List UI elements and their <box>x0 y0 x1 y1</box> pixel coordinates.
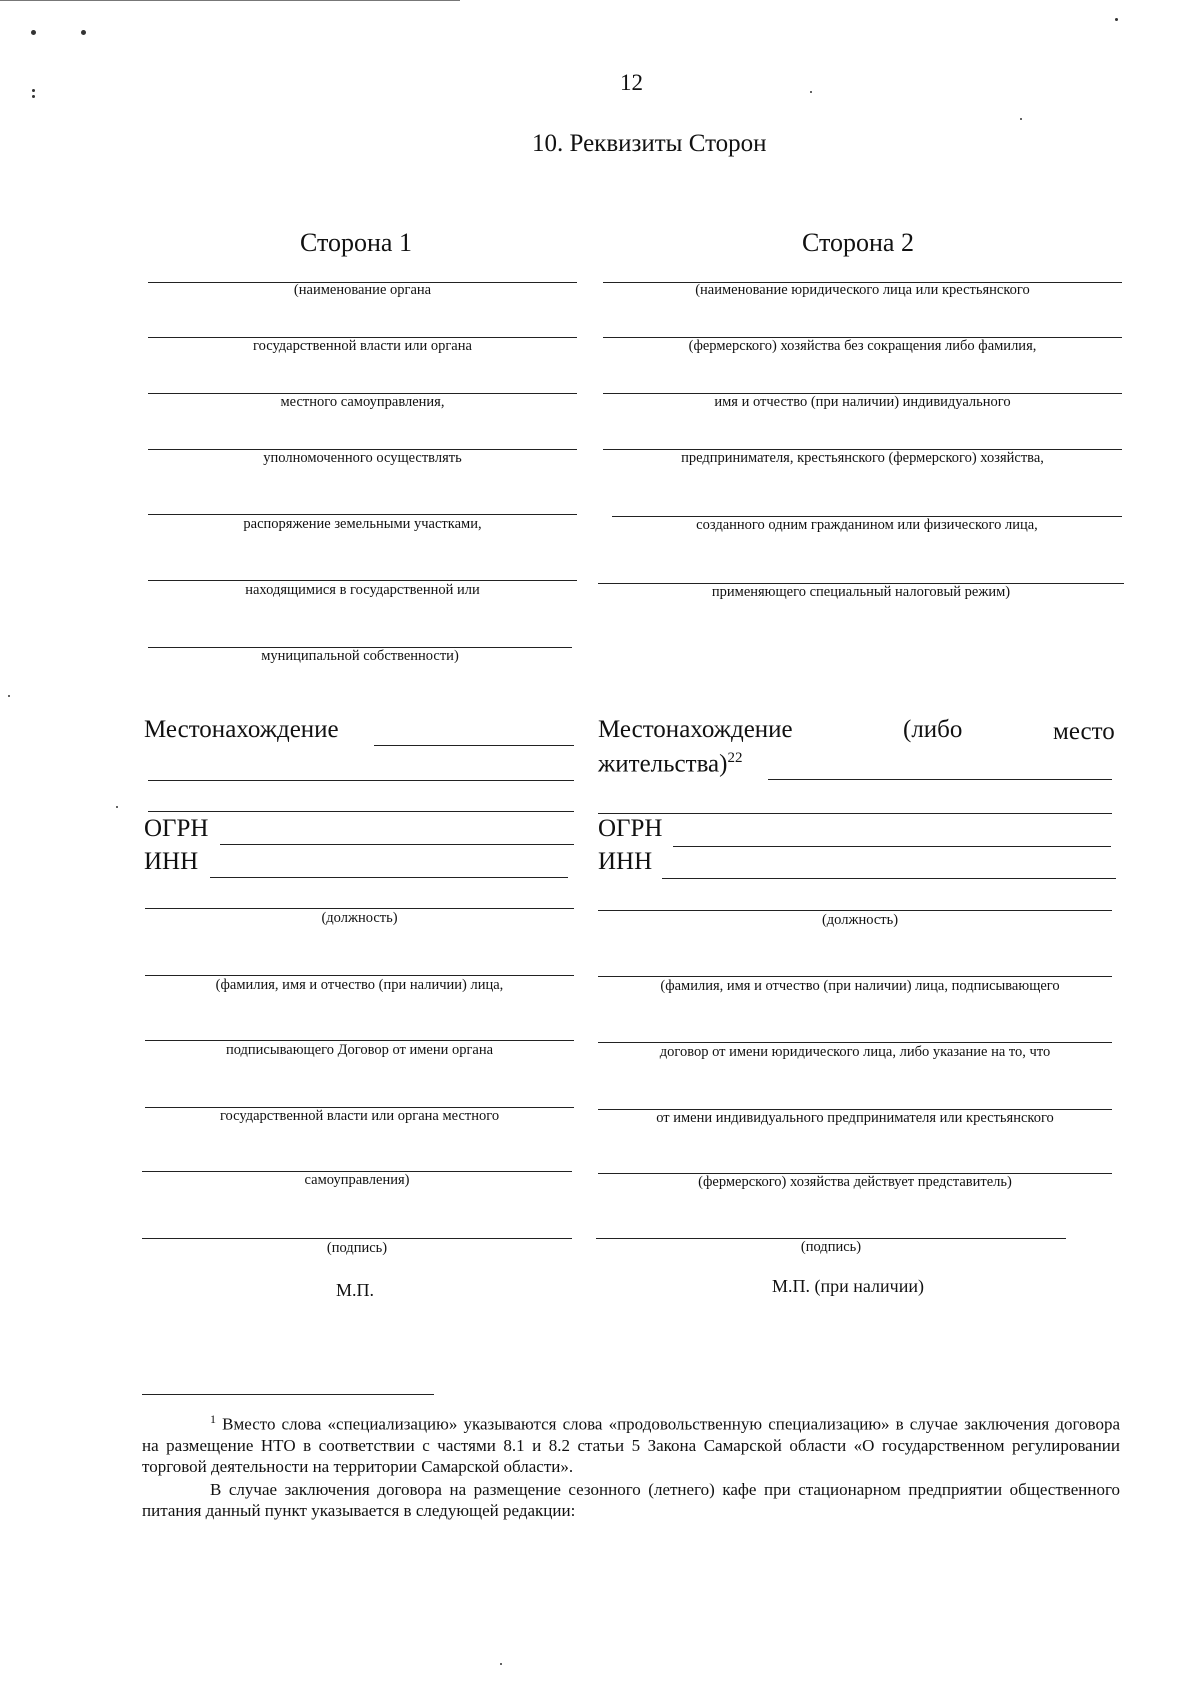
scan-speck <box>500 1663 502 1665</box>
party2-ogrn-label: ОГРН <box>598 815 663 842</box>
party1-signer-caption: подписывающего Договор от имени органа <box>225 1042 494 1058</box>
party1-location-field[interactable] <box>374 745 574 746</box>
party1-name-caption: государственной власти или органа <box>253 338 472 354</box>
party2-location-label-word1: Местонахождение <box>598 716 793 743</box>
party1-location-field-line2[interactable] <box>148 780 574 781</box>
party1-inn-field[interactable] <box>210 877 568 878</box>
party2-signer-caption: договор от имени юридического лица, либо указание на то, что <box>659 1044 1051 1060</box>
party1-signature-field[interactable] <box>142 1238 572 1239</box>
party2-name-caption: предпринимателя, крестьянского (фермерского) хозяйства, <box>681 450 1044 466</box>
party2-location-field-line2[interactable] <box>598 813 1112 814</box>
party2-inn-label: ИНН <box>598 848 653 875</box>
party2-position-field[interactable] <box>598 910 1112 911</box>
party1-ogrn-label: ОГРН <box>144 815 209 842</box>
party2-location-label-word3: место <box>1053 718 1115 745</box>
party1-name-caption: находящимися в государственной или <box>245 582 480 598</box>
scan-speck <box>810 91 812 93</box>
party2-ogrn-field[interactable] <box>673 846 1111 847</box>
scan-speck <box>1115 18 1118 21</box>
party2-inn-field[interactable] <box>662 878 1116 879</box>
party1-name-caption: уполномоченного осуществлять <box>263 450 462 466</box>
scan-speck <box>31 30 36 35</box>
party1-inn-label: ИНН <box>144 848 199 875</box>
footnote-marker: 1 <box>210 1412 216 1426</box>
party1-signer-caption: (фамилия, имя и отчество (при наличии) лица, <box>215 977 504 993</box>
party1-name-caption: муниципальной собственности) <box>261 648 459 664</box>
party2-signer-caption: от имени индивидуального предпринимателя или крестьянского <box>656 1110 1054 1126</box>
party2-signer-caption: (фамилия, имя и отчество (при наличии) лица, подписывающего <box>660 978 1060 994</box>
party1-name-caption: распоряжение земельными участками, <box>243 516 482 532</box>
party1-signer-caption: самоуправления) <box>304 1172 410 1188</box>
party1-name-caption: (наименование органа <box>293 282 432 298</box>
fill-line <box>145 1040 574 1041</box>
footnote-text-2: В случае заключения договора на размещение сезонного (летнего) кафе при стационарном предприятии общественного питания данный пункт указывается в следующей редакции: <box>142 1480 1120 1520</box>
footnote-paragraph-1 <box>142 1409 1120 1477</box>
page-number: 12 <box>620 70 643 95</box>
party2-name-caption: (наименование юридического лица или крестьянского <box>695 282 1030 298</box>
party2-signer-caption: (фермерского) хозяйства действует представитель) <box>698 1174 1012 1190</box>
fill-line <box>598 1042 1112 1043</box>
scan-speck <box>32 95 35 98</box>
party2-stamp: М.П. (при наличии) <box>772 1276 924 1296</box>
party1-signer-caption: государственной власти или органа местного <box>219 1108 500 1124</box>
party1-stamp: М.П. <box>336 1280 375 1300</box>
party1-location-field-line3[interactable] <box>148 811 574 812</box>
party2-location-label-word2: (либо <box>903 716 963 743</box>
party2-residence-label: жительства) <box>598 750 728 778</box>
party2-name-caption: имя и отчество (при наличии) индивидуального <box>714 394 1011 410</box>
party2-position-caption: (должность) <box>821 912 899 928</box>
scan-speck <box>81 30 86 35</box>
party1-location-label: Местонахождение <box>144 716 339 743</box>
party1-signature-caption: (подпись) <box>326 1240 388 1256</box>
fill-line <box>148 514 577 515</box>
footnote-ref-22: 22 <box>727 750 743 766</box>
fill-line <box>598 976 1112 977</box>
party2-title: Сторона 2 <box>802 228 914 257</box>
section-heading: 10. Реквизиты Сторон <box>532 130 767 157</box>
party1-ogrn-field[interactable] <box>220 844 574 845</box>
party2-name-caption: созданного одним гражданином или физического лица, <box>696 517 1038 533</box>
party2-name-caption: применяющего специальный налоговый режим) <box>711 584 1011 600</box>
scan-speck <box>1020 118 1022 120</box>
footnote-text-1: Вместо слова «специализацию» указываются слова «продовольственную специализацию» в случае заключения договора на размещение НТО в соответствии с частями 8.1 и 8.2 статьи 5 Закона Самарской области «О государственном регулировании торговой деятельности на территории Самарской области». <box>142 1414 1120 1476</box>
footnote-paragraph-2 <box>142 1479 1120 1521</box>
party2-location-label-line2 <box>598 750 742 778</box>
scan-edge-line <box>0 0 460 1</box>
footnote-separator <box>142 1394 434 1395</box>
party1-name-caption: местного самоуправления, <box>280 394 445 410</box>
party1-title: Сторона 1 <box>300 228 412 257</box>
fill-line <box>148 580 577 581</box>
scan-speck <box>8 695 10 697</box>
fill-line <box>145 975 574 976</box>
party2-location-field[interactable] <box>768 779 1112 780</box>
scan-speck <box>116 806 118 808</box>
scan-speck <box>32 89 35 92</box>
party2-signature-caption: (подпись) <box>800 1239 862 1255</box>
party2-name-caption: (фермерского) хозяйства без сокращения либо фамилия, <box>688 338 1037 354</box>
party1-position-field[interactable] <box>145 908 574 909</box>
party1-position-caption: (должность) <box>321 910 398 926</box>
